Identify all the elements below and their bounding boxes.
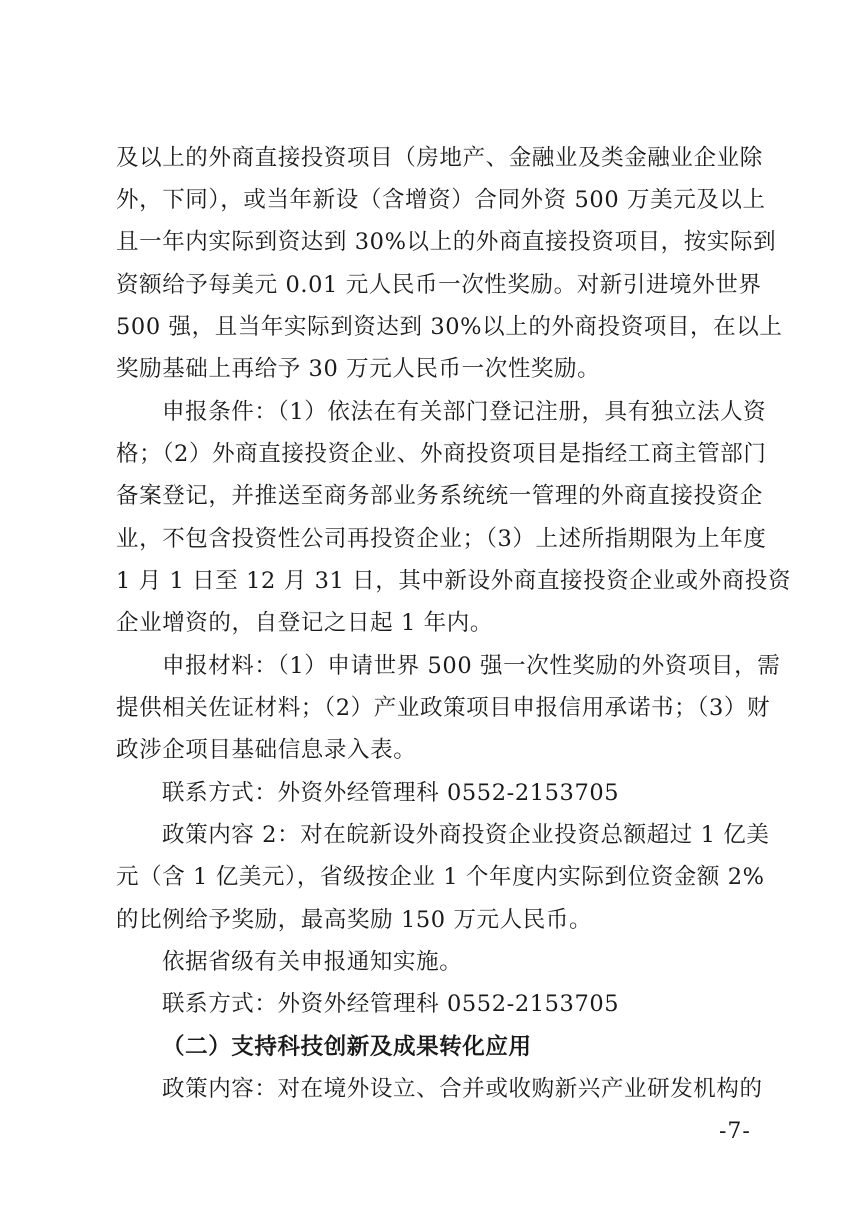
text-line: 政策内容：对在境外设立、合并或收购新兴产业研发机构的 (162, 1076, 763, 1102)
text-line: 资额给予每美元 0.01 元人民币一次性奖励。对新引进境外世界 (116, 272, 762, 298)
text-line: 格；（2）外商直接投资企业、外商投资项目是指经工商主管部门 (116, 441, 767, 467)
text-line: 备案登记，并推送至商务部业务系统统一管理的外商直接投资企 (116, 483, 763, 509)
text-line: 提供相关佐证材料；（2）产业政策项目申报信用承诺书；（3）财 (116, 695, 771, 721)
contact-line: 联系方式：外资外经管理科 0552-2153705 (162, 780, 620, 806)
text-line: 奖励基础上再给予 30 万元人民币一次性奖励。 (116, 356, 601, 382)
text-line: 及以上的外商直接投资项目（房地产、金融业及类金融业企业除 (116, 145, 763, 171)
text-line: 的比例给予奖励，最高奖励 150 万元人民币。 (116, 907, 593, 933)
text-line: 500 强，且当年实际到资达到 30%以上的外商投资项目，在以上 (116, 314, 783, 340)
text-line: 元（含 1 亿美元），省级按企业 1 个年度内实际到位资金额 2% (116, 864, 765, 890)
text-line: 政策内容 2：对在皖新设外商投资企业投资总额超过 1 亿美 (162, 822, 770, 848)
text-line: 1 月 1 日至 12 月 31 日，其中新设外商直接投资企业或外商投资 (116, 568, 792, 594)
text-line: 企业增资的，自登记之日起 1 年内。 (116, 610, 493, 636)
text-line: 业，不包含投资性公司再投资企业；（3）上述所指期限为上年度 (116, 526, 767, 552)
section-heading: （二）支持科技创新及成果转化应用 (162, 1034, 532, 1060)
page-number: -7- (719, 1119, 751, 1144)
contact-line: 联系方式：外资外经管理科 0552-2153705 (162, 991, 620, 1017)
text-line: 外，下同），或当年新设（含增资）合同外资 500 万美元及以上 (116, 187, 766, 213)
text-line: 且一年内实际到资达到 30%以上的外商直接投资项目，按实际到 (116, 229, 777, 255)
text-line: 申报材料：（1）申请世界 500 强一次性奖励的外资项目，需 (162, 653, 781, 679)
text-line: 申报条件：（1）依法在有关部门登记注册，具有独立法人资 (162, 399, 767, 425)
text-line: 政涉企项目基础信息录入表。 (116, 737, 417, 763)
text-line: 依据省级有关申报通知实施。 (162, 949, 463, 975)
